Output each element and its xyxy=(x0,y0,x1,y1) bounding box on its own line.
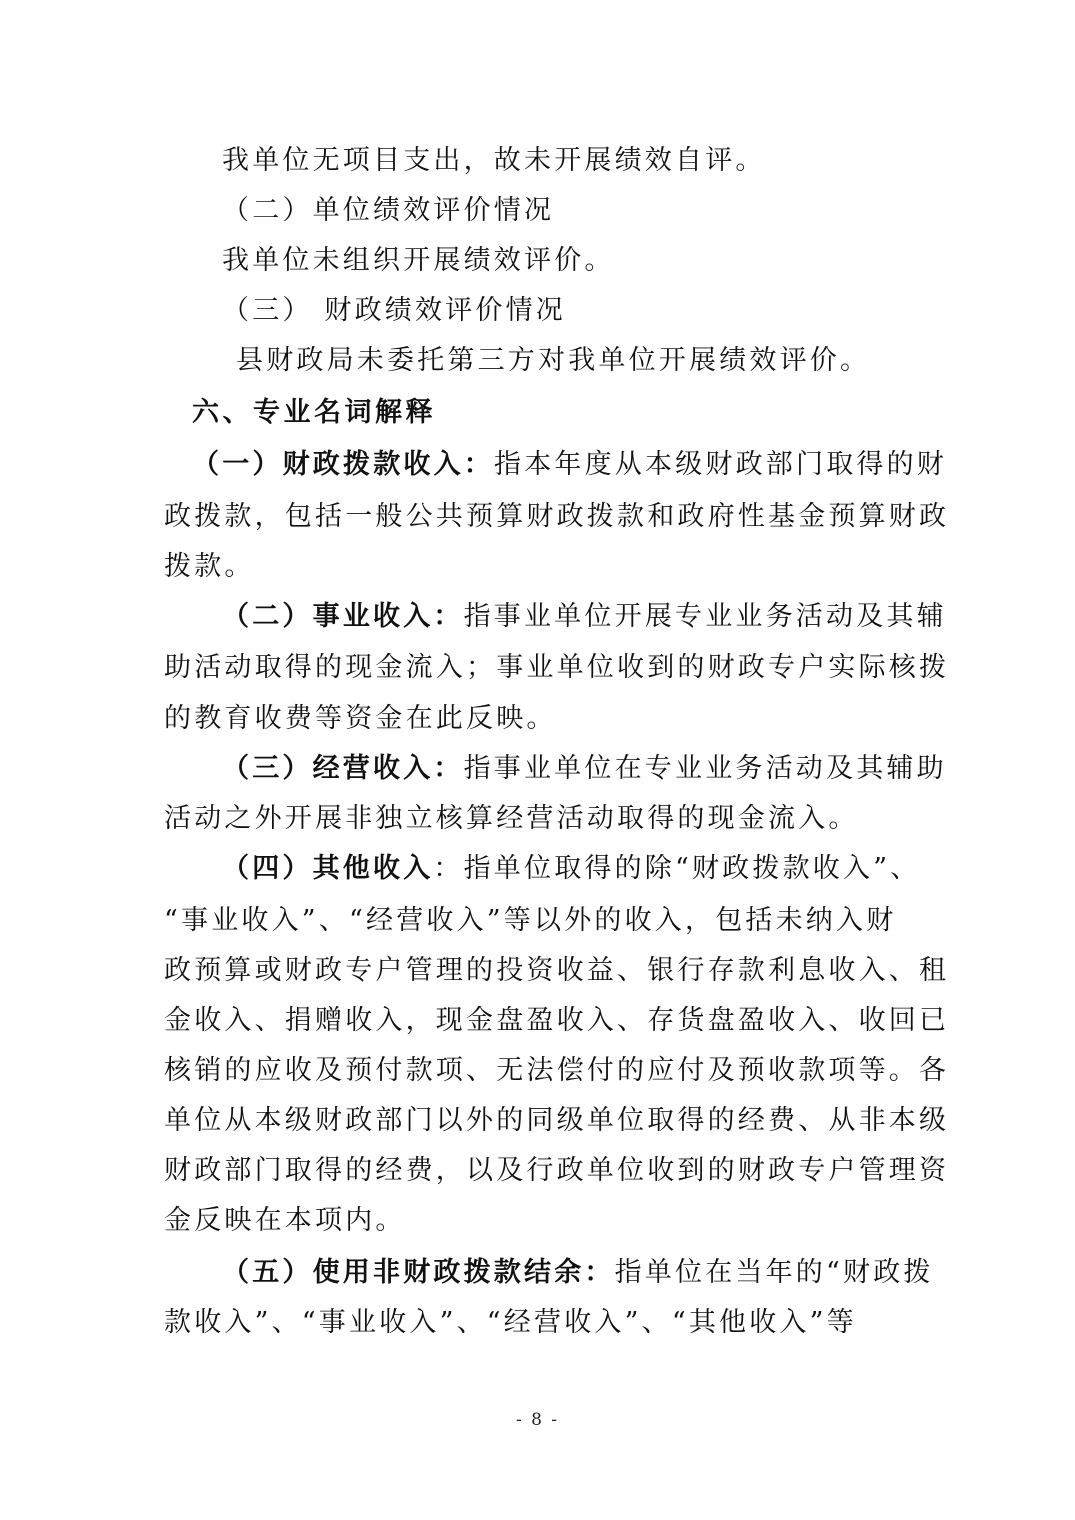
term-other-income-line-2: “事业收入”、“经营收入”等以外的收入，包括未纳入财 xyxy=(164,905,897,936)
term-non-appropriation-balance-label: （五）使用非财政拨款结余： xyxy=(222,1257,615,1288)
evaluation-self-note: 我单位无项目支出，故未开展绩效自评。 xyxy=(222,145,766,176)
term-business-income-line-3: 的教育收费等资金在此反映。 xyxy=(164,703,557,734)
term-non-appropriation-balance-line-2: 款收入”、“事业收入”、“经营收入”、“其他收入”等 xyxy=(164,1307,857,1338)
term-other-income-line-7: 财政部门取得的经费，以及行政单位收到的财政专户管理资 xyxy=(164,1155,950,1186)
page-number: - 8 - xyxy=(515,1410,560,1430)
term-operating-income-line-2: 活动之外开展非独立核算经营活动取得的现金流入。 xyxy=(164,803,859,834)
term-business-income-line-1: （二）事业收入：指事业单位开展专业业务活动及其辅 xyxy=(222,601,947,632)
term-operating-income-label: （三）经营收入： xyxy=(222,753,464,784)
term-business-income-line-2: 助活动取得的现金流入；事业单位收到的财政专户实际核拨 xyxy=(164,652,950,683)
subsection-finance-evaluation-heading: （三） 财政绩效评价情况 xyxy=(222,295,566,326)
term-other-income-line-8: 金反映在本项内。 xyxy=(164,1205,406,1236)
term-other-income-line-3: 政预算或财政专户管理的投资收益、银行存款利息收入、租 xyxy=(164,955,950,986)
term-financial-appropriation-label: （一）财政拨款收入： xyxy=(192,449,494,480)
subsection-unit-evaluation-heading: （二）单位绩效评价情况 xyxy=(222,195,555,226)
term-operating-income-line-1: （三）经营收入：指事业单位在专业业务活动及其辅助 xyxy=(222,753,947,784)
unit-evaluation-text: 我单位未组织开展绩效评价。 xyxy=(222,245,615,276)
section-six-heading: 六、专业名词解释 xyxy=(192,397,436,428)
term-financial-appropriation-line-3: 拨款。 xyxy=(164,551,255,582)
term-financial-appropriation-line-1: （一）财政拨款收入：指本年度从本级财政部门取得的财 xyxy=(192,449,947,480)
term-other-income-line-6: 单位从本级财政部门以外的同级单位取得的经费、从非本级 xyxy=(164,1105,950,1136)
term-other-income-line-5: 核销的应收及预付款项、无法偿付的应付及预收款项等。各 xyxy=(164,1055,950,1086)
finance-evaluation-text: 县财政局未委托第三方对我单位开展绩效评价。 xyxy=(236,345,871,376)
term-financial-appropriation-line-2: 政拨款，包括一般公共预算财政拨款和政府性基金预算财政 xyxy=(164,501,950,532)
term-business-income-label: （二）事业收入： xyxy=(222,601,464,632)
term-other-income-line-1: （四）其他收入：指单位取得的除“财政拨款收入”、 xyxy=(222,853,921,884)
term-other-income-label: （四）其他收入 xyxy=(222,853,434,884)
term-non-appropriation-balance-line-1: （五）使用非财政拨款结余：指单位在当年的“财政拨 xyxy=(222,1257,934,1288)
term-other-income-line-4: 金收入、捐赠收入，现金盘盈收入、存货盘盈收入、收回已 xyxy=(164,1005,950,1036)
